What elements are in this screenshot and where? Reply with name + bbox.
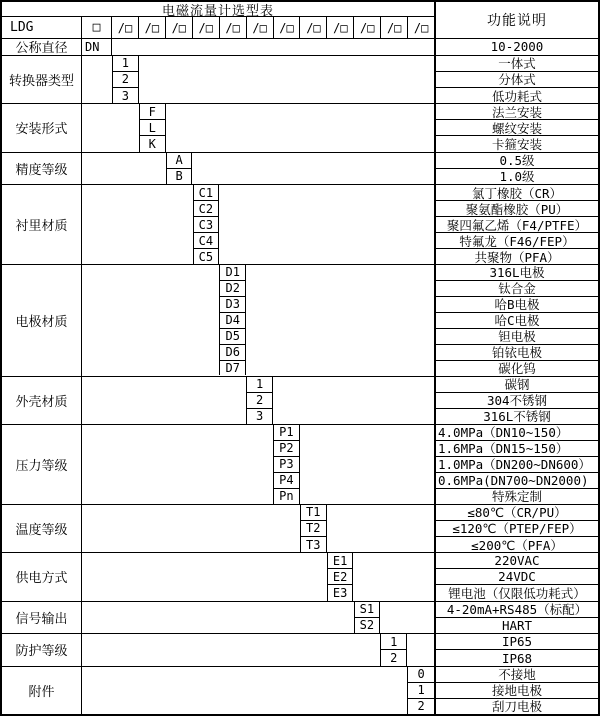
desc-cell: 聚四氟乙烯（F4/PTFE） [436,216,598,232]
code-cell: P3 [273,456,300,472]
function-column-title: 功能说明 [434,2,598,38]
code-stack [300,505,327,552]
desc-cell: 特氟龙（F46/FEP） [436,232,598,248]
row-label: 防护等级 [2,634,82,666]
desc-cell: 24VDC [436,568,598,584]
code-stack [246,377,273,424]
desc-column [434,553,598,600]
code-stack [193,185,220,264]
model-code-row [2,17,434,38]
code-area [82,185,434,264]
code-cell: 1 [407,682,434,698]
desc-cell: 钽电极 [436,328,598,344]
code-cell: D4 [219,312,246,328]
model-slot: /□ [117,20,133,35]
row-label: 温度等级 [2,505,82,552]
code-area [82,553,434,600]
row-label: 公称直径 [2,39,82,55]
section-housing-material [2,376,598,424]
desc-cell: 铂铱电极 [436,344,598,360]
model-slot-cells [112,17,434,38]
desc-cell: 卡箍安装 [436,135,598,151]
desc-cell: 1.0级 [436,168,598,184]
code-area [82,153,434,185]
desc-cell: ≤200℃（PFA） [436,536,598,552]
code-stack [139,104,166,151]
code-cell: T1 [300,505,327,520]
code-cell: L [139,119,166,135]
model-slot: /□ [326,17,353,38]
desc-column [434,634,598,666]
desc-cell: 10-2000 [490,39,544,55]
desc-cell: 锂电池（仅限低功耗式） [436,584,598,600]
code-cell: T3 [300,536,327,552]
table-body [2,38,598,714]
code-cell: C4 [193,232,220,248]
row-label: 附件 [2,667,82,714]
code-cell: A [166,153,193,168]
code-cell: 2 [246,392,273,408]
code-cell: B [166,168,193,184]
model-slot: /□ [138,17,165,38]
desc-column [434,505,598,552]
model-slot: /□ [219,17,246,38]
row-label: 压力等级 [2,425,82,504]
desc-column [434,104,598,151]
model-prefix: LDG [2,17,82,38]
section-converter-type [2,55,598,103]
desc-cell: 哈B电极 [436,296,598,312]
code-area [82,377,434,424]
desc-column [434,425,598,504]
code-cell: C5 [193,248,220,264]
desc-cell: 1.6MPa（DN15~150） [436,440,598,456]
desc-cell: 低功耗式 [436,87,598,103]
code-cell: D1 [219,265,246,280]
section-accuracy-class [2,152,598,185]
code-cell: S2 [354,617,381,633]
desc-cell: IP68 [436,649,598,665]
desc-cell: 304不锈钢 [436,392,598,408]
model-slot: /□ [299,17,326,38]
model-slot: /□ [353,17,380,38]
section-power-supply [2,552,598,600]
desc-cell: 哈C电极 [436,312,598,328]
table-header [2,2,598,38]
desc-cell: 316L不锈钢 [436,408,598,424]
desc-cell: 220VAC [494,553,540,569]
desc-cell: 接地电极 [436,682,598,698]
code-cell: DN [82,39,112,55]
code-area [82,39,434,55]
section-electrode-material [2,264,598,376]
desc-cell: 氯丁橡胶（CR） [471,185,563,201]
row-label: 精度等级 [2,153,82,185]
desc-cell: 钛合金 [436,280,598,296]
code-cell: E3 [327,584,354,600]
code-cell: D5 [219,328,246,344]
code-area [82,602,434,634]
desc-cell: 4.0MPa（DN10~150） [438,425,569,440]
code-stack [166,153,193,185]
code-cell: E2 [327,568,354,584]
desc-cell: IP65 [501,634,533,650]
code-cell: 0 [407,667,434,682]
row-label: 安装形式 [2,104,82,151]
model-slot: /□ [273,17,300,38]
code-cell: D7 [219,360,246,376]
desc-column [434,185,598,264]
code-cell: E1 [327,553,354,568]
desc-cell: 刮刀电极 [436,698,598,714]
code-cell: F [139,104,166,119]
code-area [82,265,434,376]
section-temperature-rating [2,504,598,552]
section-lining-material [2,184,598,264]
code-area [82,425,434,504]
row-label: 外壳材质 [2,377,82,424]
row-label: 供电方式 [2,553,82,600]
code-cell: D6 [219,344,246,360]
code-cell: 1 [112,56,139,71]
code-cell: C2 [193,200,220,216]
row-label: 电极材质 [2,265,82,376]
code-stack [82,39,112,55]
section-signal-output [2,601,598,634]
row-label: 信号输出 [2,602,82,634]
code-area [82,56,434,103]
desc-column [434,56,598,103]
code-cell: C3 [193,216,220,232]
model-slot: /□ [407,17,434,38]
code-area [82,634,434,666]
code-cell: 1 [380,634,407,649]
desc-cell: 不接地 [498,667,536,682]
desc-column [434,265,598,376]
desc-cell: 聚氨酯橡胶（PU） [436,200,598,216]
code-cell: P2 [273,440,300,456]
desc-cell: 共聚物（PFA） [436,248,598,264]
code-cell: 2 [407,698,434,714]
code-stack [273,425,300,504]
desc-cell: 一体式 [498,56,536,71]
code-cell: C1 [193,185,220,200]
code-stack [380,634,407,666]
section-accessories [2,666,598,714]
row-label: 转换器类型 [2,56,82,103]
section-protection-rating [2,633,598,666]
desc-cell: ≤120℃（PTEP/FEP） [436,520,598,536]
code-cell: S1 [354,602,381,617]
code-cell: P1 [273,425,300,440]
desc-cell: 分体式 [436,71,598,87]
code-area [82,104,434,151]
code-area [82,667,434,714]
desc-cell: ≤80℃（CR/PU） [467,505,567,520]
row-label: 衬里材质 [2,185,82,264]
desc-column [434,377,598,424]
model-slot: /□ [192,17,219,38]
code-cell: K [139,135,166,151]
desc-cell: 1.0MPa（DN200~DN600） [436,456,598,472]
section-installation-type [2,103,598,151]
section-pressure-rating [2,424,598,504]
code-area [82,505,434,552]
desc-cell: 0.6MPa(DN700~DN2000) [436,472,598,488]
code-stack [112,56,139,103]
code-stack [354,602,381,634]
code-stack [407,667,434,714]
desc-cell: 316L电极 [489,265,545,280]
desc-column [434,667,598,714]
model-slot: /□ [380,17,407,38]
desc-cell: 法兰安装 [491,104,542,120]
desc-cell: 4-20mA+RS485（标配） [446,602,588,617]
code-cell: 2 [380,649,407,665]
desc-cell: 碳钢 [504,377,530,392]
model-slot: /□ [165,17,192,38]
model-box-cell: □ [82,17,112,38]
code-cell: T2 [300,520,327,536]
table-title: 电磁流量计选型表 [2,2,434,17]
code-cell: Pn [273,488,300,504]
desc-cell: HART [436,617,598,633]
desc-cell: 0.5级 [499,153,535,168]
code-cell: 2 [112,71,139,87]
desc-column [434,153,598,185]
desc-cell: 特殊定制 [436,488,598,504]
desc-cell: 碳化钨 [436,360,598,376]
code-cell: 1 [246,377,273,392]
header-left [2,2,434,38]
code-cell: D3 [219,296,246,312]
desc-column [434,39,598,55]
model-slot: /□ [246,17,273,38]
code-stack [327,553,354,600]
code-cell: P4 [273,472,300,488]
desc-cell: 螺纹安装 [436,119,598,135]
code-stack [219,265,246,376]
code-cell: 3 [246,408,273,424]
desc-column [434,602,598,634]
section-nominal-diameter [2,38,598,55]
code-cell: D2 [219,280,246,296]
code-cell: 3 [112,87,139,103]
